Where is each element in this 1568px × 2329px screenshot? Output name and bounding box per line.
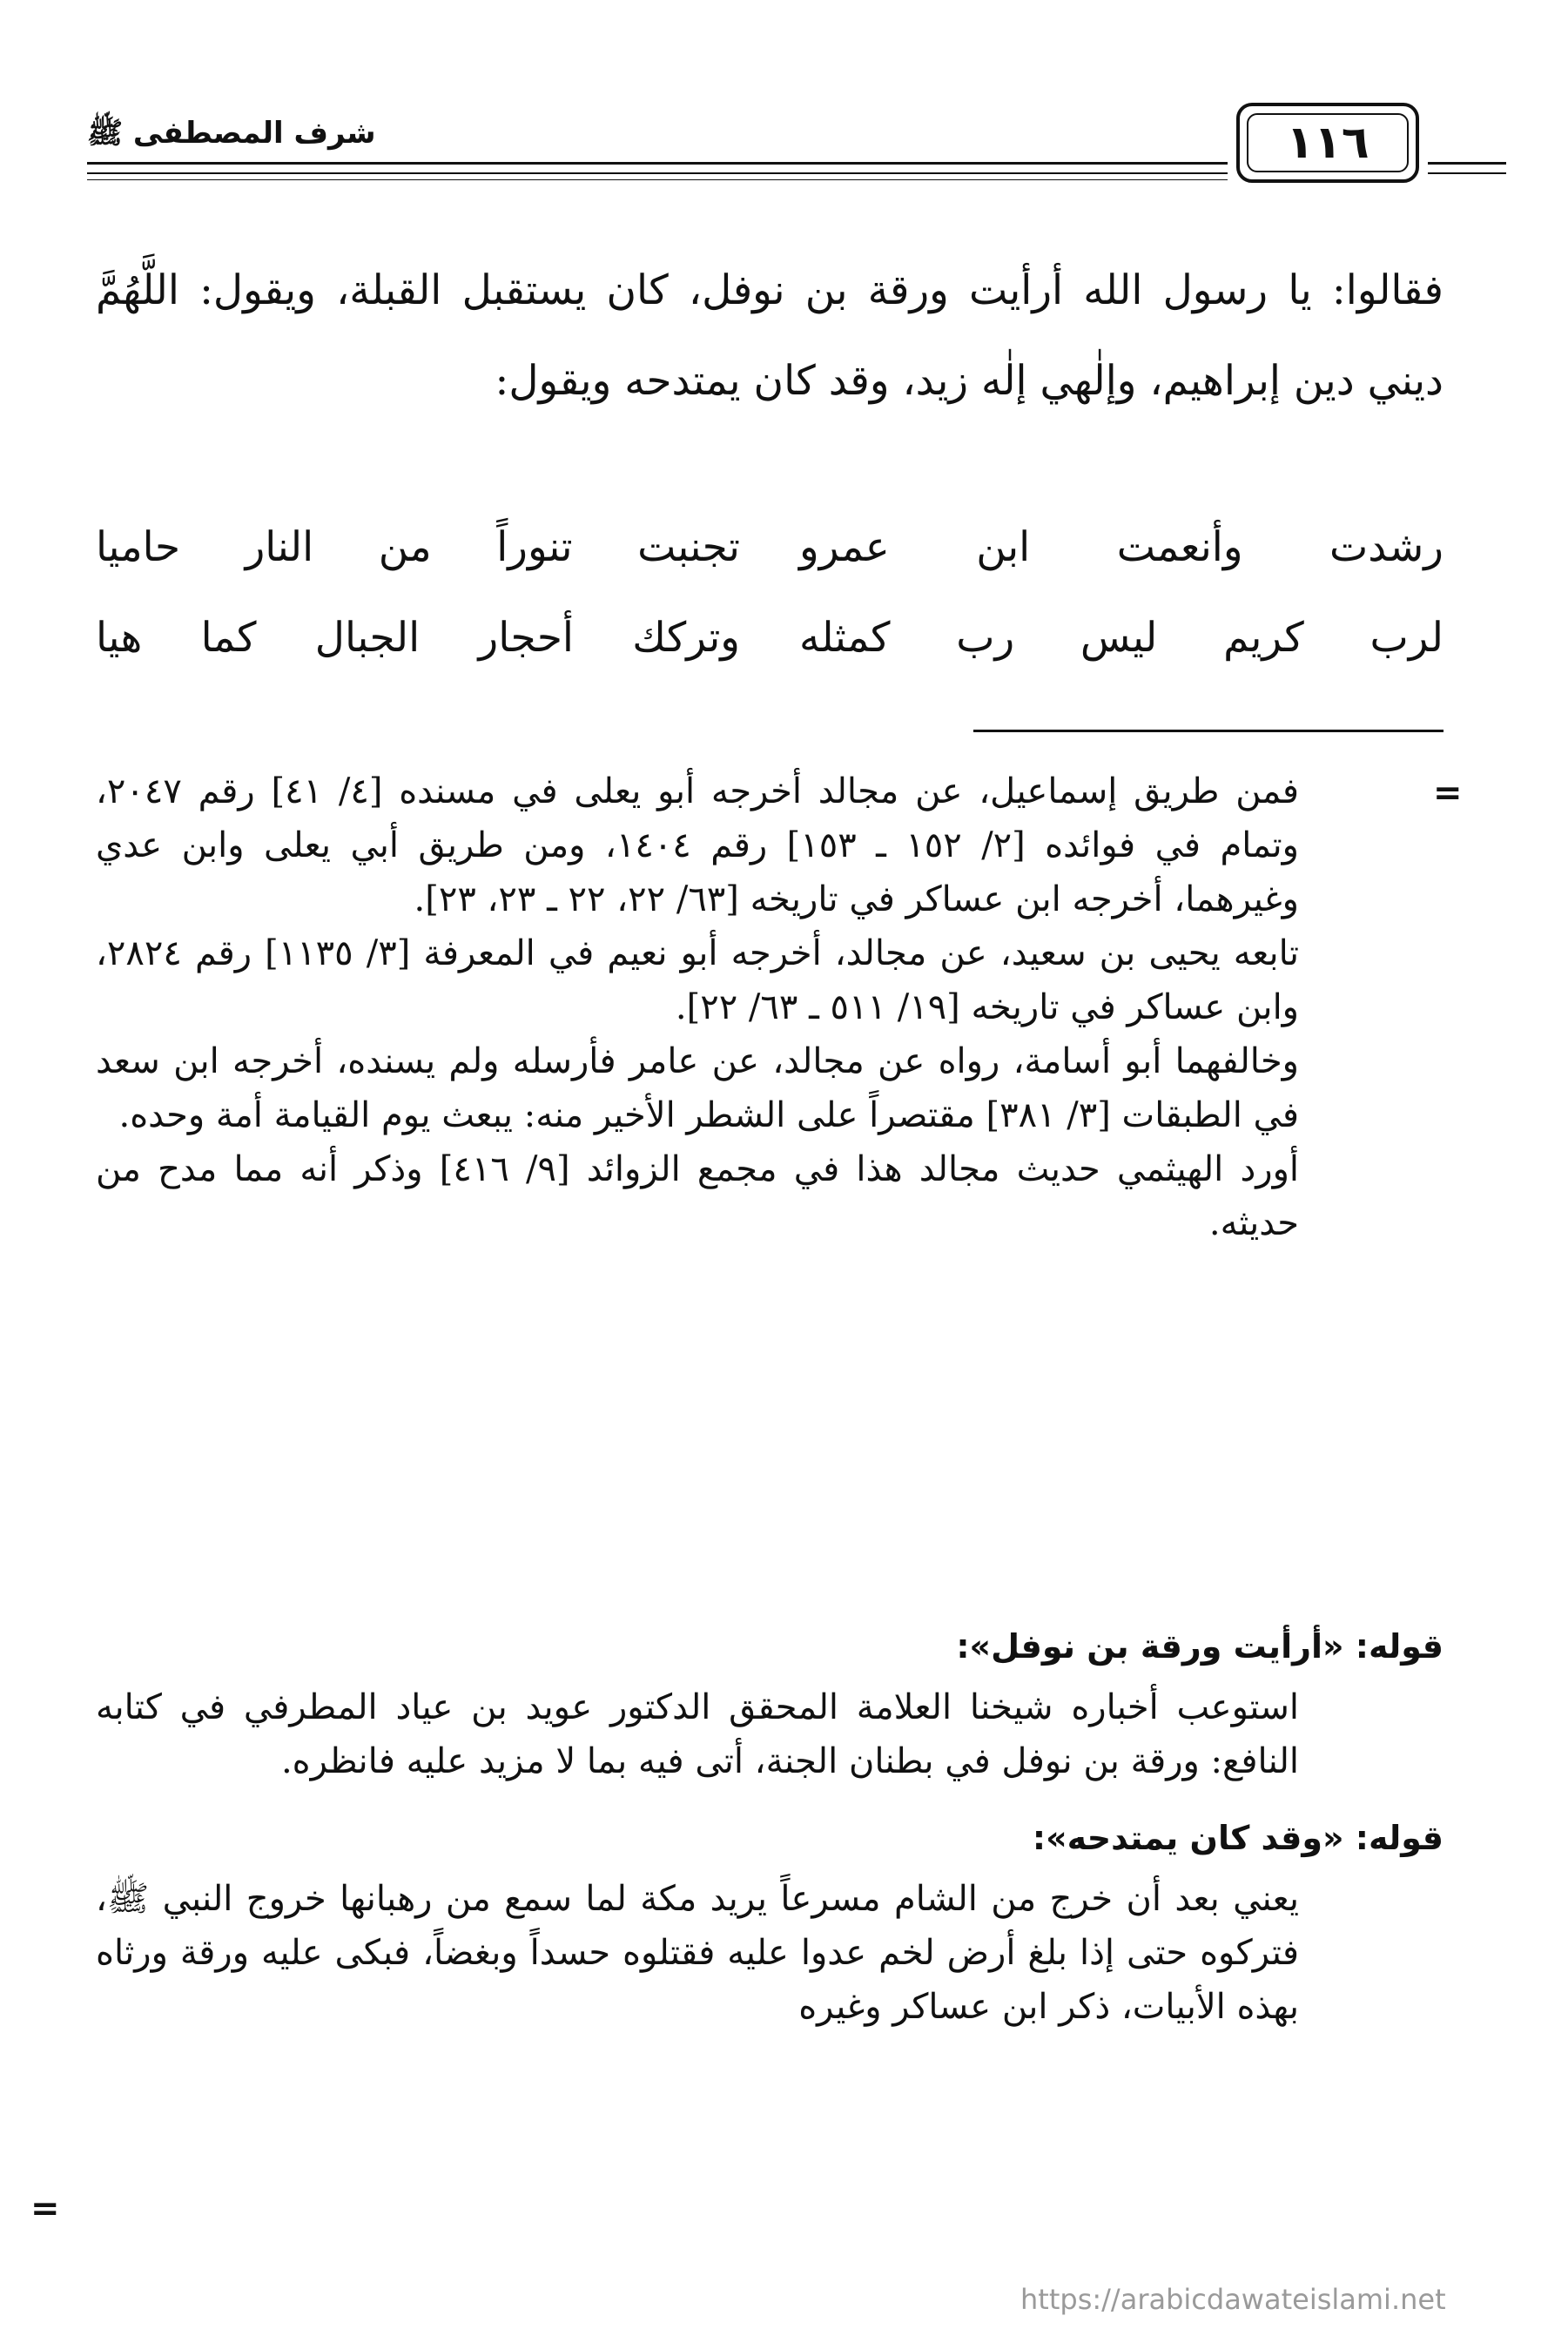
verse	[96, 593, 1444, 683]
commentary-body: يعني بعد أن خرج من الشام مسرعاً يريد مكة لما سمع من رهبانها خروج النبي ﷺ، فتركوه حتى إذا بلغ أرض لخم عدوا عليه فقتلوه حسداً وبغضاً، فبكى عليه ورقة ورثاه بهذه الأبيات، ذكر ابن عساكر وغيره	[96, 1879, 1300, 2027]
page-number: ١١٦	[1286, 117, 1369, 169]
verse-first-hemistich: رشدت وأنعمت ابن عمرو	[799, 523, 1444, 571]
footnote-separator	[973, 730, 1444, 732]
header-rule	[87, 179, 1228, 180]
footnotes	[96, 764, 1299, 1250]
verse-second-hemistich: وتركك أحجار الجبال كما هيا	[96, 614, 740, 662]
verse-first-hemistich: لرب كريم ليس رب كمثله	[799, 614, 1444, 662]
poem	[96, 502, 1444, 683]
page-number-frame	[1236, 103, 1419, 183]
header-rule	[87, 162, 1228, 165]
verse-second-hemistich: تجنبت تنوراً من النار حاميا	[96, 523, 740, 571]
main-paragraph: فقالوا: يا رسول الله أرأيت ورقة بن نوفل، كان يستقبل القبلة، ويقول: اللَّهُمَّ ديني دين إبراهيم، وإلٰهي إلٰه زيد، وقد كان يمتدحه ويقول:	[96, 266, 1444, 405]
commentary-heading: قوله: «أرأيت ورقة بن نوفل»:	[956, 1627, 1444, 1666]
footnote-paragraph: أورد الهيثمي حديث مجالد هذا في مجمع الزوائد [٩/ ٤١٦] وذكر أنه مما مدح من حديثه.	[96, 1149, 1300, 1243]
commentary-heading: قوله: «وقد كان يمتدحه»:	[1032, 1819, 1444, 1857]
header-rule	[1428, 162, 1506, 165]
verse	[96, 502, 1444, 593]
main-text	[96, 246, 1444, 427]
header-rule	[1428, 172, 1506, 174]
continuation-mark: =	[30, 2189, 60, 2229]
page-header	[87, 96, 1445, 192]
continuation-mark: =	[1433, 773, 1463, 813]
running-title: شرف المصطفى ﷺ	[87, 116, 376, 151]
commentary	[96, 1619, 1444, 2056]
commentary-body: استوعب أخباره شيخنا العلامة المحقق الدكتور عويد بن عياد المطرفي في كتابه النافع: ورقة بن نوفل في بطنان الجنة، أتى فيه بما لا مزيد عليه فانظره.	[96, 1687, 1299, 1781]
watermark: https://arabicdawateislami.net	[1020, 2283, 1446, 2316]
footnote-paragraph: وخالفهما أبو أسامة، رواه عن مجالد، عن عامر فأرسله ولم يسنده، أخرجه ابن سعد في الطبقات [٣/ ٣٨١] مقتصراً على الشطر الأخير منه: يبعث يوم القيامة أمة وحده.	[96, 1041, 1299, 1135]
header-rule	[87, 172, 1228, 174]
footnote-paragraph: فمن طريق إسماعيل، عن مجالد أخرجه أبو يعلى في مسنده [٤/ ٤١] رقم ٢٠٤٧، وتمام في فوائده [٢/ ١٥٢ ـ ١٥٣] رقم ١٤٠٤، ومن طريق أبي يعلى وابن عدي وغيرهما، أخرجه ابن عساكر في تاريخه [٦٣/ ٢٢، ٢٢ ـ ٢٣، ٢٣].	[96, 771, 1300, 919]
footnote-paragraph: تابعه يحيى بن سعيد، عن مجالد، أخرجه أبو نعيم في المعرفة [٣/ ١١٣٥] رقم ٢٨٢٤، وابن عساكر في تاريخه [١٩/ ٥١١ ـ ٦٣/ ٢٢].	[96, 933, 1299, 1027]
